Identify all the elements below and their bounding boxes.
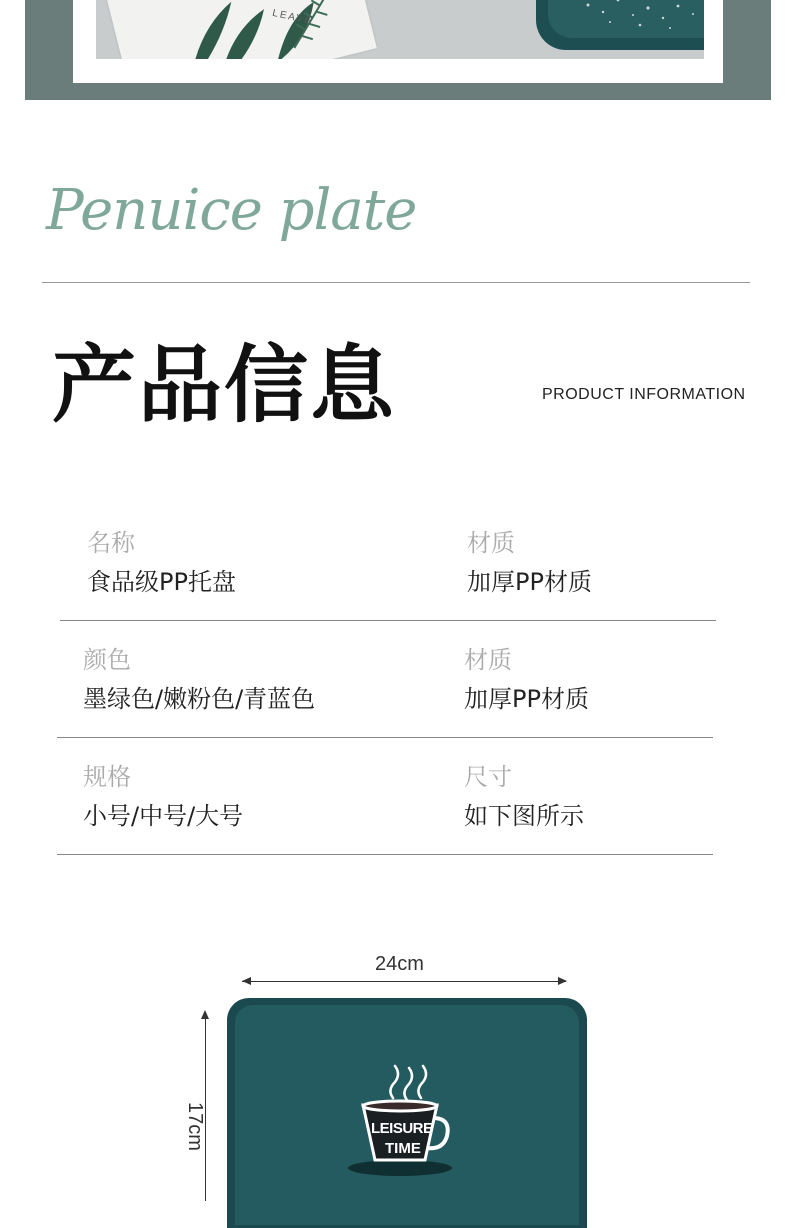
info-value-name: 食品级PP托盘 bbox=[87, 568, 236, 596]
row-divider bbox=[57, 737, 713, 738]
top-product-photo bbox=[96, 0, 704, 59]
arrow-up-icon bbox=[201, 1010, 209, 1019]
info-value-color: 墨绿色/嫩粉色/青蓝色 bbox=[83, 685, 316, 713]
card-label: LEAVE bbox=[271, 7, 315, 28]
info-value-material-2: 加厚PP材质 bbox=[464, 685, 589, 713]
info-value-spec: 小号/中号/大号 bbox=[83, 802, 244, 830]
width-dimension-label: 24cm bbox=[375, 953, 424, 975]
logo-text-leisure: LEISURE bbox=[371, 1120, 433, 1137]
arrow-right-icon bbox=[558, 977, 567, 985]
info-label-color: 颜色 bbox=[83, 646, 131, 674]
row-divider bbox=[60, 620, 716, 621]
logo-text-time: TIME bbox=[385, 1140, 421, 1157]
heading-divider bbox=[42, 282, 750, 283]
leisure-time-logo bbox=[345, 1060, 455, 1180]
leaf-card bbox=[105, 0, 377, 59]
info-label-size: 尺寸 bbox=[464, 763, 512, 791]
script-title: Penuice plate bbox=[46, 178, 417, 243]
info-value-material: 加厚PP材质 bbox=[467, 568, 592, 596]
arrow-left-icon bbox=[242, 977, 251, 985]
sugar-dust-icon bbox=[548, 0, 704, 38]
info-value-size: 如下图所示 bbox=[464, 802, 584, 830]
tray-photo-inner bbox=[548, 0, 704, 38]
info-label-spec: 规格 bbox=[83, 763, 131, 791]
info-label-material-2: 材质 bbox=[464, 646, 512, 674]
page-title: 产品信息 bbox=[52, 336, 397, 434]
leaf-illustration-icon bbox=[105, 0, 377, 59]
height-dimension-label: 17cm bbox=[183, 1102, 206, 1151]
row-divider bbox=[57, 854, 713, 855]
info-label-name: 名称 bbox=[87, 529, 135, 557]
info-label-material: 材质 bbox=[467, 529, 515, 557]
page-subtitle: PRODUCT INFORMATION bbox=[542, 386, 746, 403]
width-dimension-line bbox=[242, 981, 566, 982]
